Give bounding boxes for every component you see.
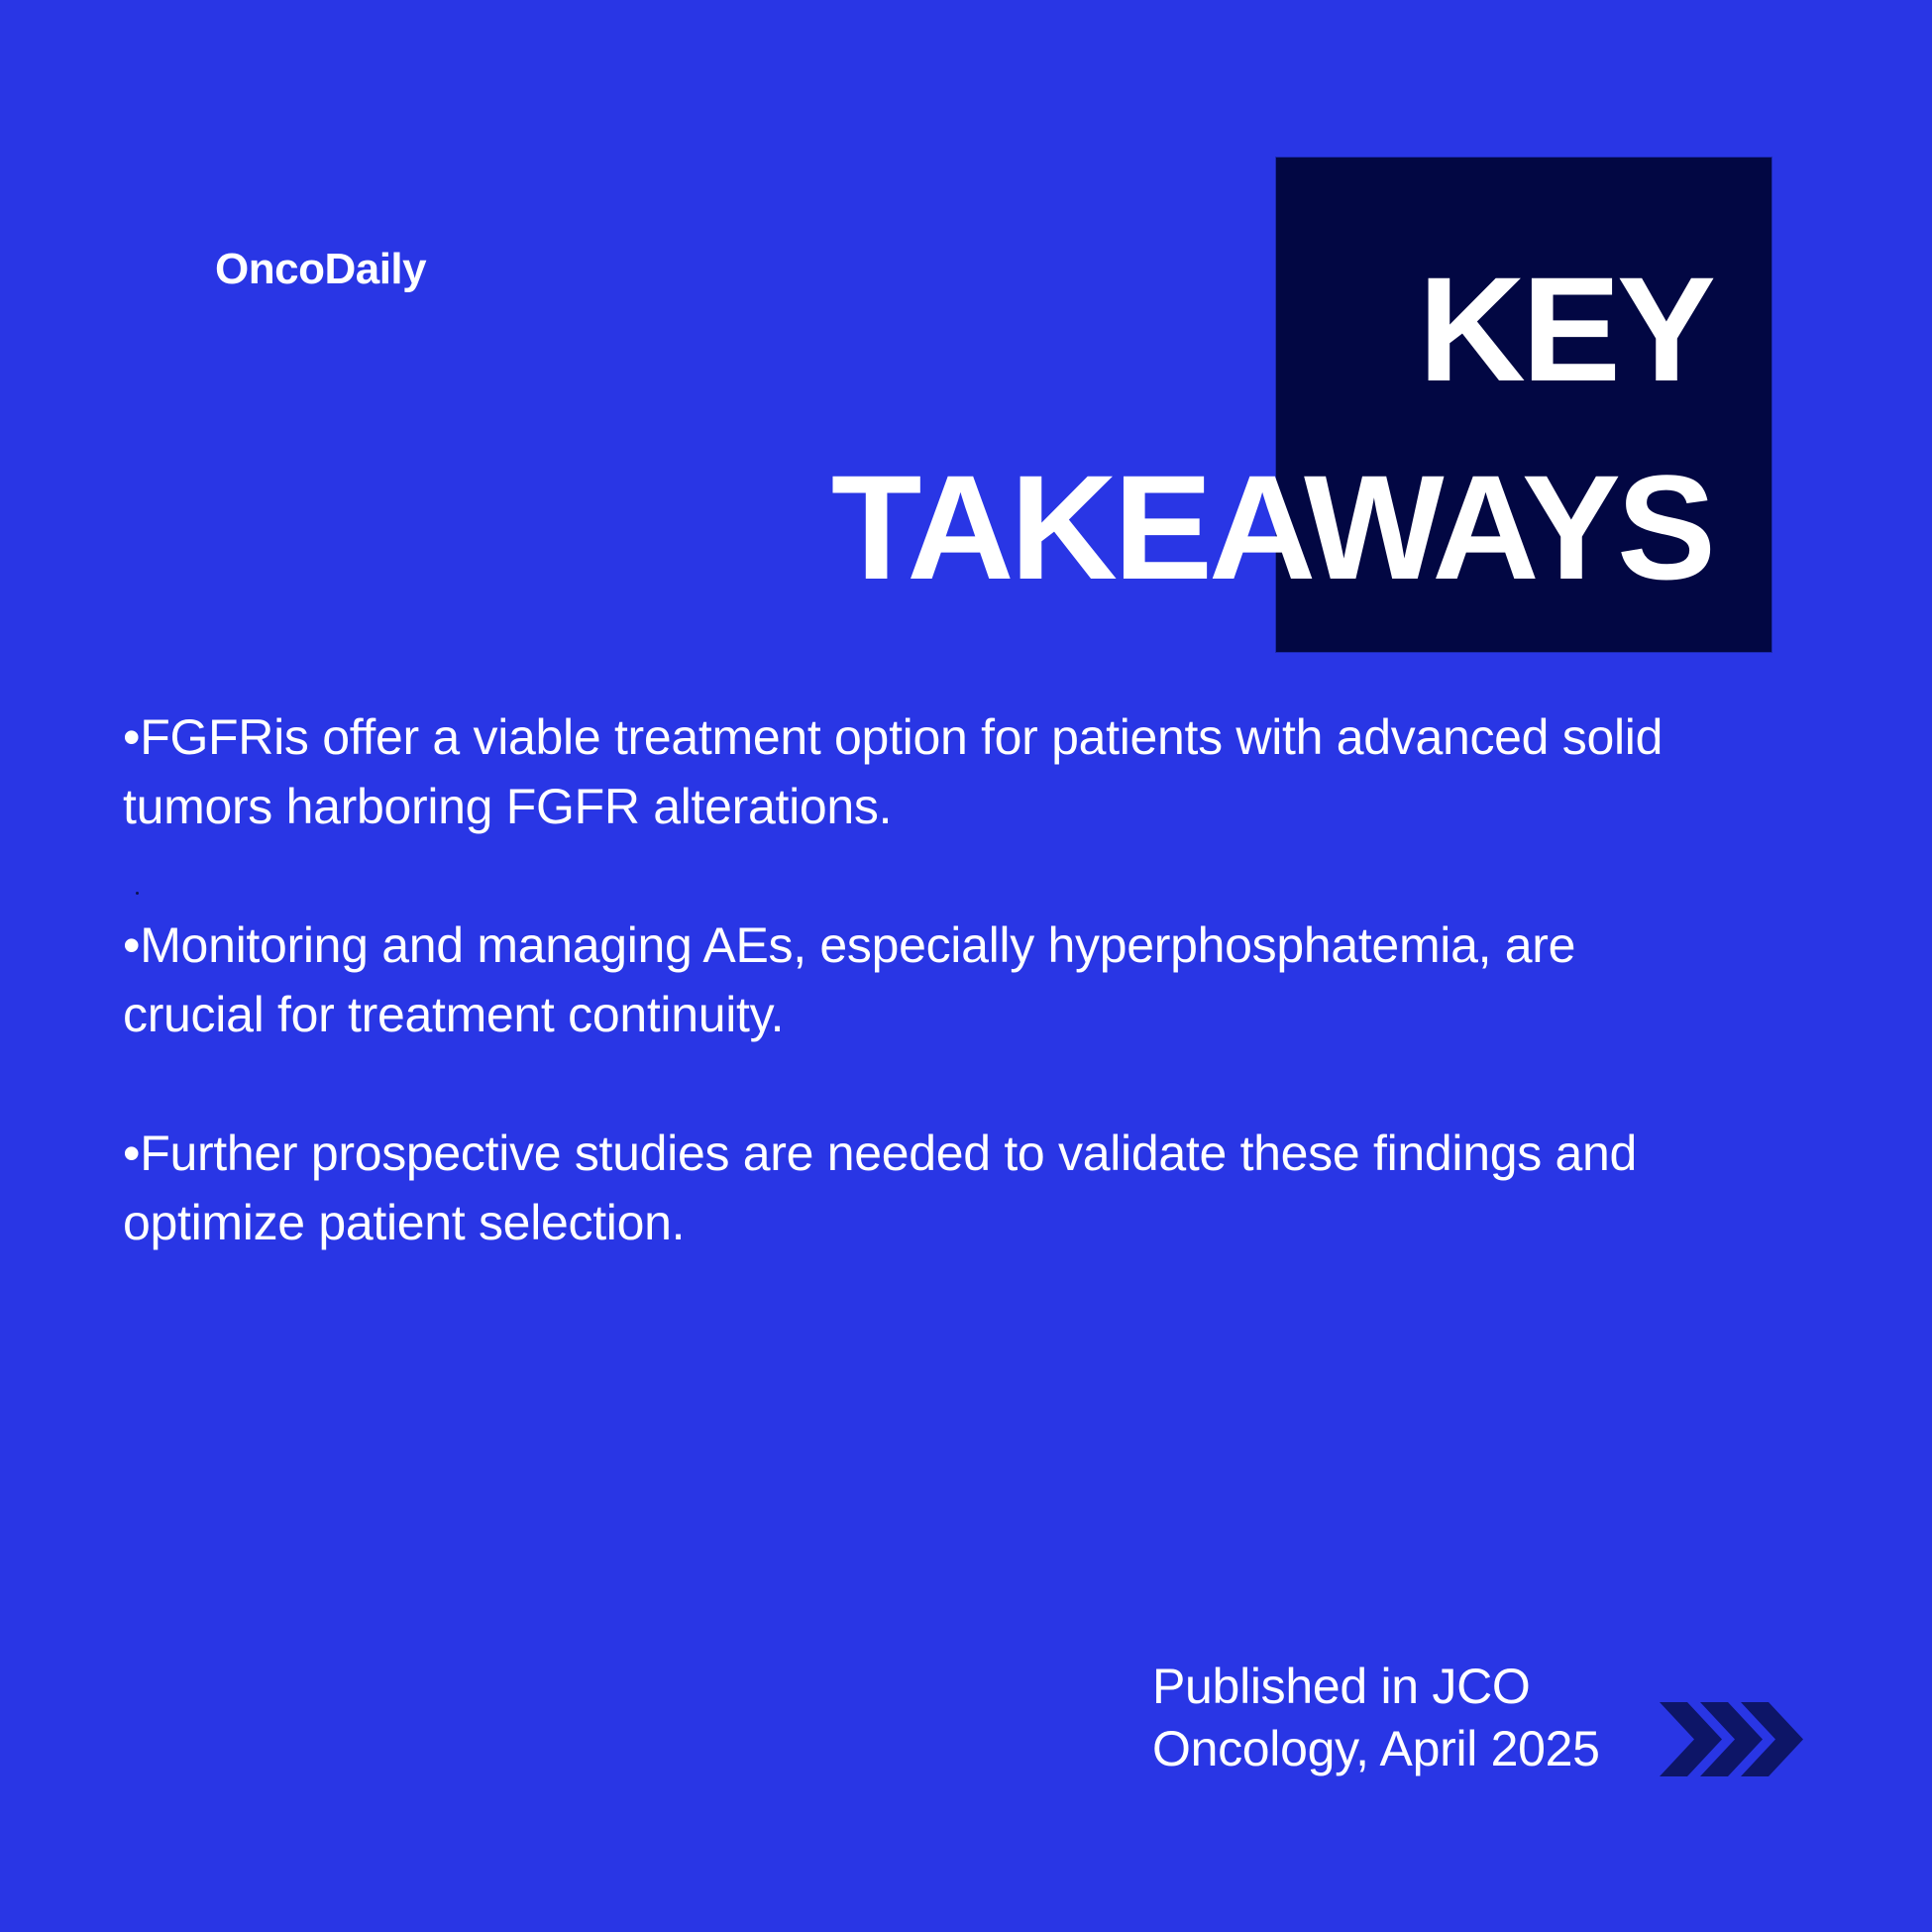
publication-note [1152, 1656, 1600, 1780]
title-line-1: KEY [1418, 246, 1712, 412]
page-title [831, 230, 1712, 626]
takeaway-list [123, 702, 1728, 1257]
brand-logo-text: OncoDaily [215, 245, 427, 293]
publication-line-1: Published in JCO [1152, 1659, 1531, 1714]
takeaway-item: •FGFRis offer a viable treatment option for patients with advanced solid tumors harboring FGFR alterations. [123, 709, 1664, 834]
takeaway-item: •Monitoring and managing AEs, especially hyperphosphatemia, are crucial for treatment continuity. [123, 917, 1576, 1042]
title-line-2: TAKEAWAYS [830, 444, 1712, 610]
publication-line-2: Oncology, April 2025 [1152, 1721, 1600, 1776]
takeaway-item: •Further prospective studies are needed to validate these findings and optimize patient selection. [123, 1126, 1638, 1250]
triple-chevron-right-icon[interactable] [1660, 1702, 1803, 1776]
